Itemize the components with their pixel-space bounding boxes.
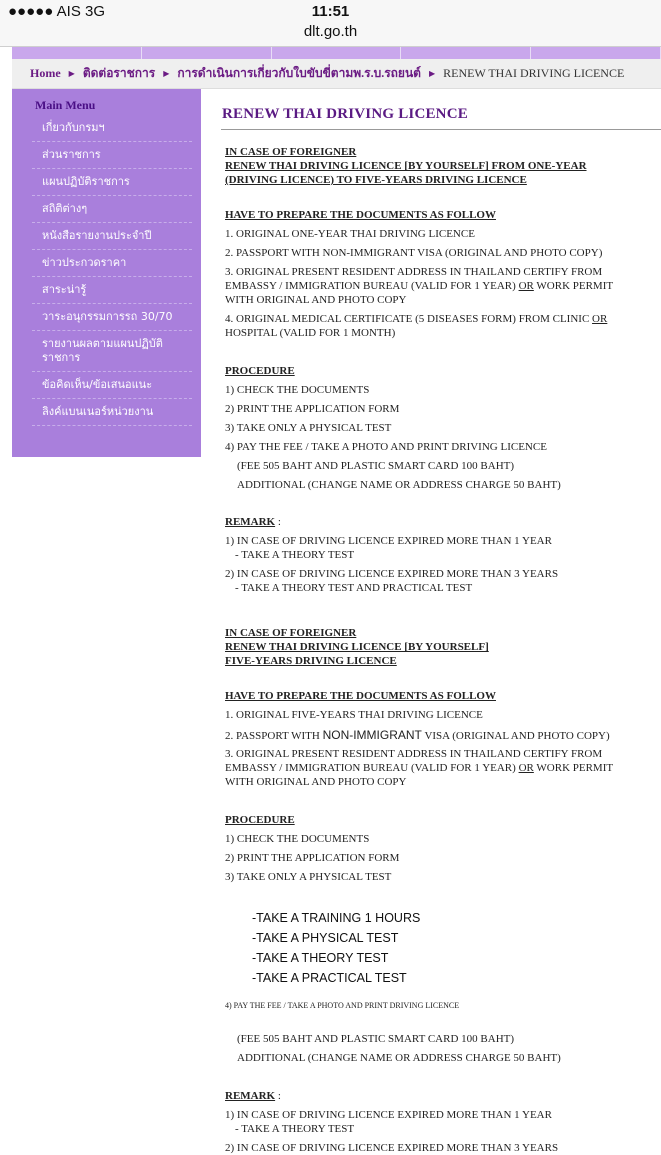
remark-colon: : <box>275 1090 281 1102</box>
test-item: -TAKE A PHYSICAL TEST <box>252 931 399 945</box>
remark-heading: REMARK <box>225 1090 276 1102</box>
sidebar-item-knowledge[interactable]: สาระน่ารู้ <box>32 277 192 304</box>
test-item: -TAKE A THEORY TEST <box>252 951 389 965</box>
additional-fee-text: ADDITIONAL (CHANGE NAME OR ADDRESS CHARGE 50 BAHT) <box>237 479 561 491</box>
documents-block <box>221 208 661 340</box>
breadcrumb-home-link[interactable]: Home <box>30 66 61 80</box>
clock: 11:51 <box>311 3 350 20</box>
section-one-year-to-five-year <box>221 145 661 187</box>
sidebar-title: Main Menu <box>35 98 96 112</box>
top-nav-tab[interactable] <box>142 47 272 59</box>
remark-item: 1) IN CASE OF DRIVING LICENCE EXPIRED MORE THAN 1 YEAR <box>225 535 552 547</box>
breadcrumb-contact-link[interactable]: ติดต่อราชการ <box>82 66 156 80</box>
sidebar-item-procurement-news[interactable]: ข่าวประกวดราคา <box>32 250 192 277</box>
title-divider <box>221 129 661 130</box>
sidebar-main-menu <box>12 89 201 457</box>
remark-heading: REMARK <box>225 516 276 528</box>
remark-item: 2) IN CASE OF DRIVING LICENCE EXPIRED MORE THAN 3 YEARS <box>225 568 559 580</box>
top-nav-strip <box>12 47 661 59</box>
section-heading: FIVE-YEARS DRIVING LICENCE <box>225 655 397 667</box>
section-heading: IN CASE OF FOREIGNER <box>225 627 357 639</box>
remark-block-2 <box>221 1089 661 1155</box>
document-item: HOSPITAL (VALID FOR 1 MONTH) <box>225 327 396 339</box>
document-item <box>225 279 661 293</box>
remark-subitem: - TAKE A THEORY TEST <box>235 1123 355 1135</box>
test-item: -TAKE A PRACTICAL TEST <box>252 971 407 985</box>
sidebar-item-subcommittee[interactable]: วาระอนุกรรมการรถ 30/70 <box>32 304 192 331</box>
document-item: 2. PASSPORT WITH NON-IMMIGRANT VISA (ORIGINAL AND PHOTO COPY) <box>225 247 603 259</box>
section-heading: IN CASE OF FOREIGNER <box>225 146 357 158</box>
procedure-step-small: 4) PAY THE FEE / TAKE A PHOTO AND PRINT DRIVING LICENCE <box>225 1001 460 1010</box>
top-nav-tab[interactable] <box>12 47 142 59</box>
document-item: 1. ORIGINAL FIVE-YEARS THAI DRIVING LICENCE <box>225 709 483 721</box>
document-item <box>225 728 661 743</box>
remark-subitem: - TAKE A THEORY TEST AND PRACTICAL TEST <box>235 582 473 594</box>
document-text: EMBASSY / IMMIGRATION BUREAU (VALID FOR 1 YEAR) <box>225 280 516 292</box>
documents-heading: HAVE TO PREPARE THE DOCUMENTS AS FOLLOW <box>225 690 496 702</box>
remark-block <box>221 515 661 595</box>
carrier-signal: ●●●●● AIS 3G <box>8 3 105 20</box>
sidebar-item-performance-report[interactable]: รายงานผลตามแผนปฏิบัติราชการ <box>32 331 192 372</box>
test-list <box>252 908 652 988</box>
top-nav-tab[interactable] <box>272 47 402 59</box>
document-item: 3. ORIGINAL PRESENT RESIDENT ADDRESS IN THAILAND CERTIFY FROM <box>225 748 603 760</box>
document-text: WORK PERMIT <box>536 280 614 292</box>
section-five-year <box>221 626 661 668</box>
fee-text: (FEE 505 BAHT AND PLASTIC SMART CARD 100 BAHT) <box>237 460 515 472</box>
sidebar-item-statistics[interactable]: สถิติต่างๆ <box>32 196 192 223</box>
document-text: VISA (ORIGINAL AND PHOTO COPY) <box>421 730 610 742</box>
sidebar-item-annual-report[interactable]: หนังสือรายงานประจำปี <box>32 223 192 250</box>
fee-text: (FEE 505 BAHT AND PLASTIC SMART CARD 100 BAHT) <box>237 1033 515 1045</box>
documents-block-2 <box>221 689 661 789</box>
or-underlined: OR <box>592 313 608 325</box>
section-heading: RENEW THAI DRIVING LICENCE [BY YOURSELF] <box>225 641 489 653</box>
page-title: RENEW THAI DRIVING LICENCE <box>222 106 468 122</box>
main-content <box>221 96 661 130</box>
document-text: 4. ORIGINAL MEDICAL CERTIFICATE (5 DISEASES FORM) FROM CLINIC <box>225 313 590 325</box>
sidebar-item-feedback[interactable]: ข้อคิดเห็น/ข้อเสนอแนะ <box>32 372 192 399</box>
breadcrumb <box>12 59 661 89</box>
procedure-step: 3) TAKE ONLY A PHYSICAL TEST <box>225 871 392 883</box>
top-nav-tab[interactable] <box>531 47 661 59</box>
document-item <box>225 312 661 326</box>
breadcrumb-licence-link[interactable]: การดำเนินการเกี่ยวกับใบขับขี่ตามพ.ร.บ.รถยนต์ <box>177 66 421 80</box>
browser-status-bar <box>0 0 661 47</box>
breadcrumb-separator-icon: ▶ <box>428 69 436 78</box>
documents-heading: HAVE TO PREPARE THE DOCUMENTS AS FOLLOW <box>225 209 496 221</box>
document-item: WITH ORIGINAL AND PHOTO COPY <box>225 294 407 306</box>
sidebar-menu-list <box>32 115 192 426</box>
procedure-step: 2) PRINT THE APPLICATION FORM <box>225 403 400 415</box>
document-text: 2. PASSPORT WITH <box>225 730 323 742</box>
or-underlined: OR <box>518 762 534 774</box>
procedure-heading: PROCEDURE <box>225 365 295 377</box>
procedure-step: 4) PAY THE FEE / TAKE A PHOTO AND PRINT DRIVING LICENCE <box>225 441 547 453</box>
procedure-step: 2) PRINT THE APPLICATION FORM <box>225 852 400 864</box>
procedure-step: 1) CHECK THE DOCUMENTS <box>225 384 370 396</box>
document-item: 1. ORIGINAL ONE-YEAR THAI DRIVING LICENCE <box>225 228 475 240</box>
breadcrumb-current: RENEW THAI DRIVING LICENCE <box>443 66 625 80</box>
remark-subitem: - TAKE A THEORY TEST <box>235 549 355 561</box>
procedure-block-2 <box>221 813 661 884</box>
fee-block-2 <box>221 1032 661 1065</box>
address-bar[interactable]: dlt.go.th <box>303 23 358 40</box>
top-nav-tab[interactable] <box>401 47 531 59</box>
sidebar-item-about[interactable]: เกี่ยวกับกรมฯ <box>32 115 192 142</box>
remark-colon: : <box>275 516 281 528</box>
procedure-block <box>221 364 661 492</box>
remark-item: 1) IN CASE OF DRIVING LICENCE EXPIRED MORE THAN 1 YEAR <box>225 1109 552 1121</box>
document-text: NON-IMMIGRANT <box>322 728 422 742</box>
sidebar-item-banner-links[interactable]: ลิงค์แบนเนอร์หน่วยงาน <box>32 399 192 426</box>
document-text: WORK PERMIT <box>536 762 614 774</box>
sidebar-item-departments[interactable]: ส่วนราชการ <box>32 142 192 169</box>
additional-fee-text: ADDITIONAL (CHANGE NAME OR ADDRESS CHARGE 50 BAHT) <box>237 1052 561 1064</box>
breadcrumb-separator-icon: ▶ <box>68 69 75 78</box>
test-item: -TAKE A TRAINING 1 HOURS <box>252 911 421 925</box>
or-underlined: OR <box>518 280 534 292</box>
document-text: EMBASSY / IMMIGRATION BUREAU (VALID FOR 1 YEAR) <box>225 762 516 774</box>
sidebar-item-action-plan[interactable]: แผนปฏิบัติราชการ <box>32 169 192 196</box>
remark-item: 2) IN CASE OF DRIVING LICENCE EXPIRED MORE THAN 3 YEARS <box>225 1142 559 1154</box>
procedure-step: 3) TAKE ONLY A PHYSICAL TEST <box>225 422 392 434</box>
section-heading: (DRIVING LICENCE) TO FIVE-YEARS DRIVING LICENCE <box>225 174 527 186</box>
document-item <box>225 761 661 775</box>
document-item: WITH ORIGINAL AND PHOTO COPY <box>225 776 407 788</box>
section-heading: RENEW THAI DRIVING LICENCE [BY YOURSELF] FROM ONE-YEAR <box>225 160 587 172</box>
procedure-step: 1) CHECK THE DOCUMENTS <box>225 833 370 845</box>
document-item: 3. ORIGINAL PRESENT RESIDENT ADDRESS IN THAILAND CERTIFY FROM <box>225 266 603 278</box>
procedure-heading: PROCEDURE <box>225 814 295 826</box>
breadcrumb-separator-icon: ▶ <box>163 69 170 78</box>
